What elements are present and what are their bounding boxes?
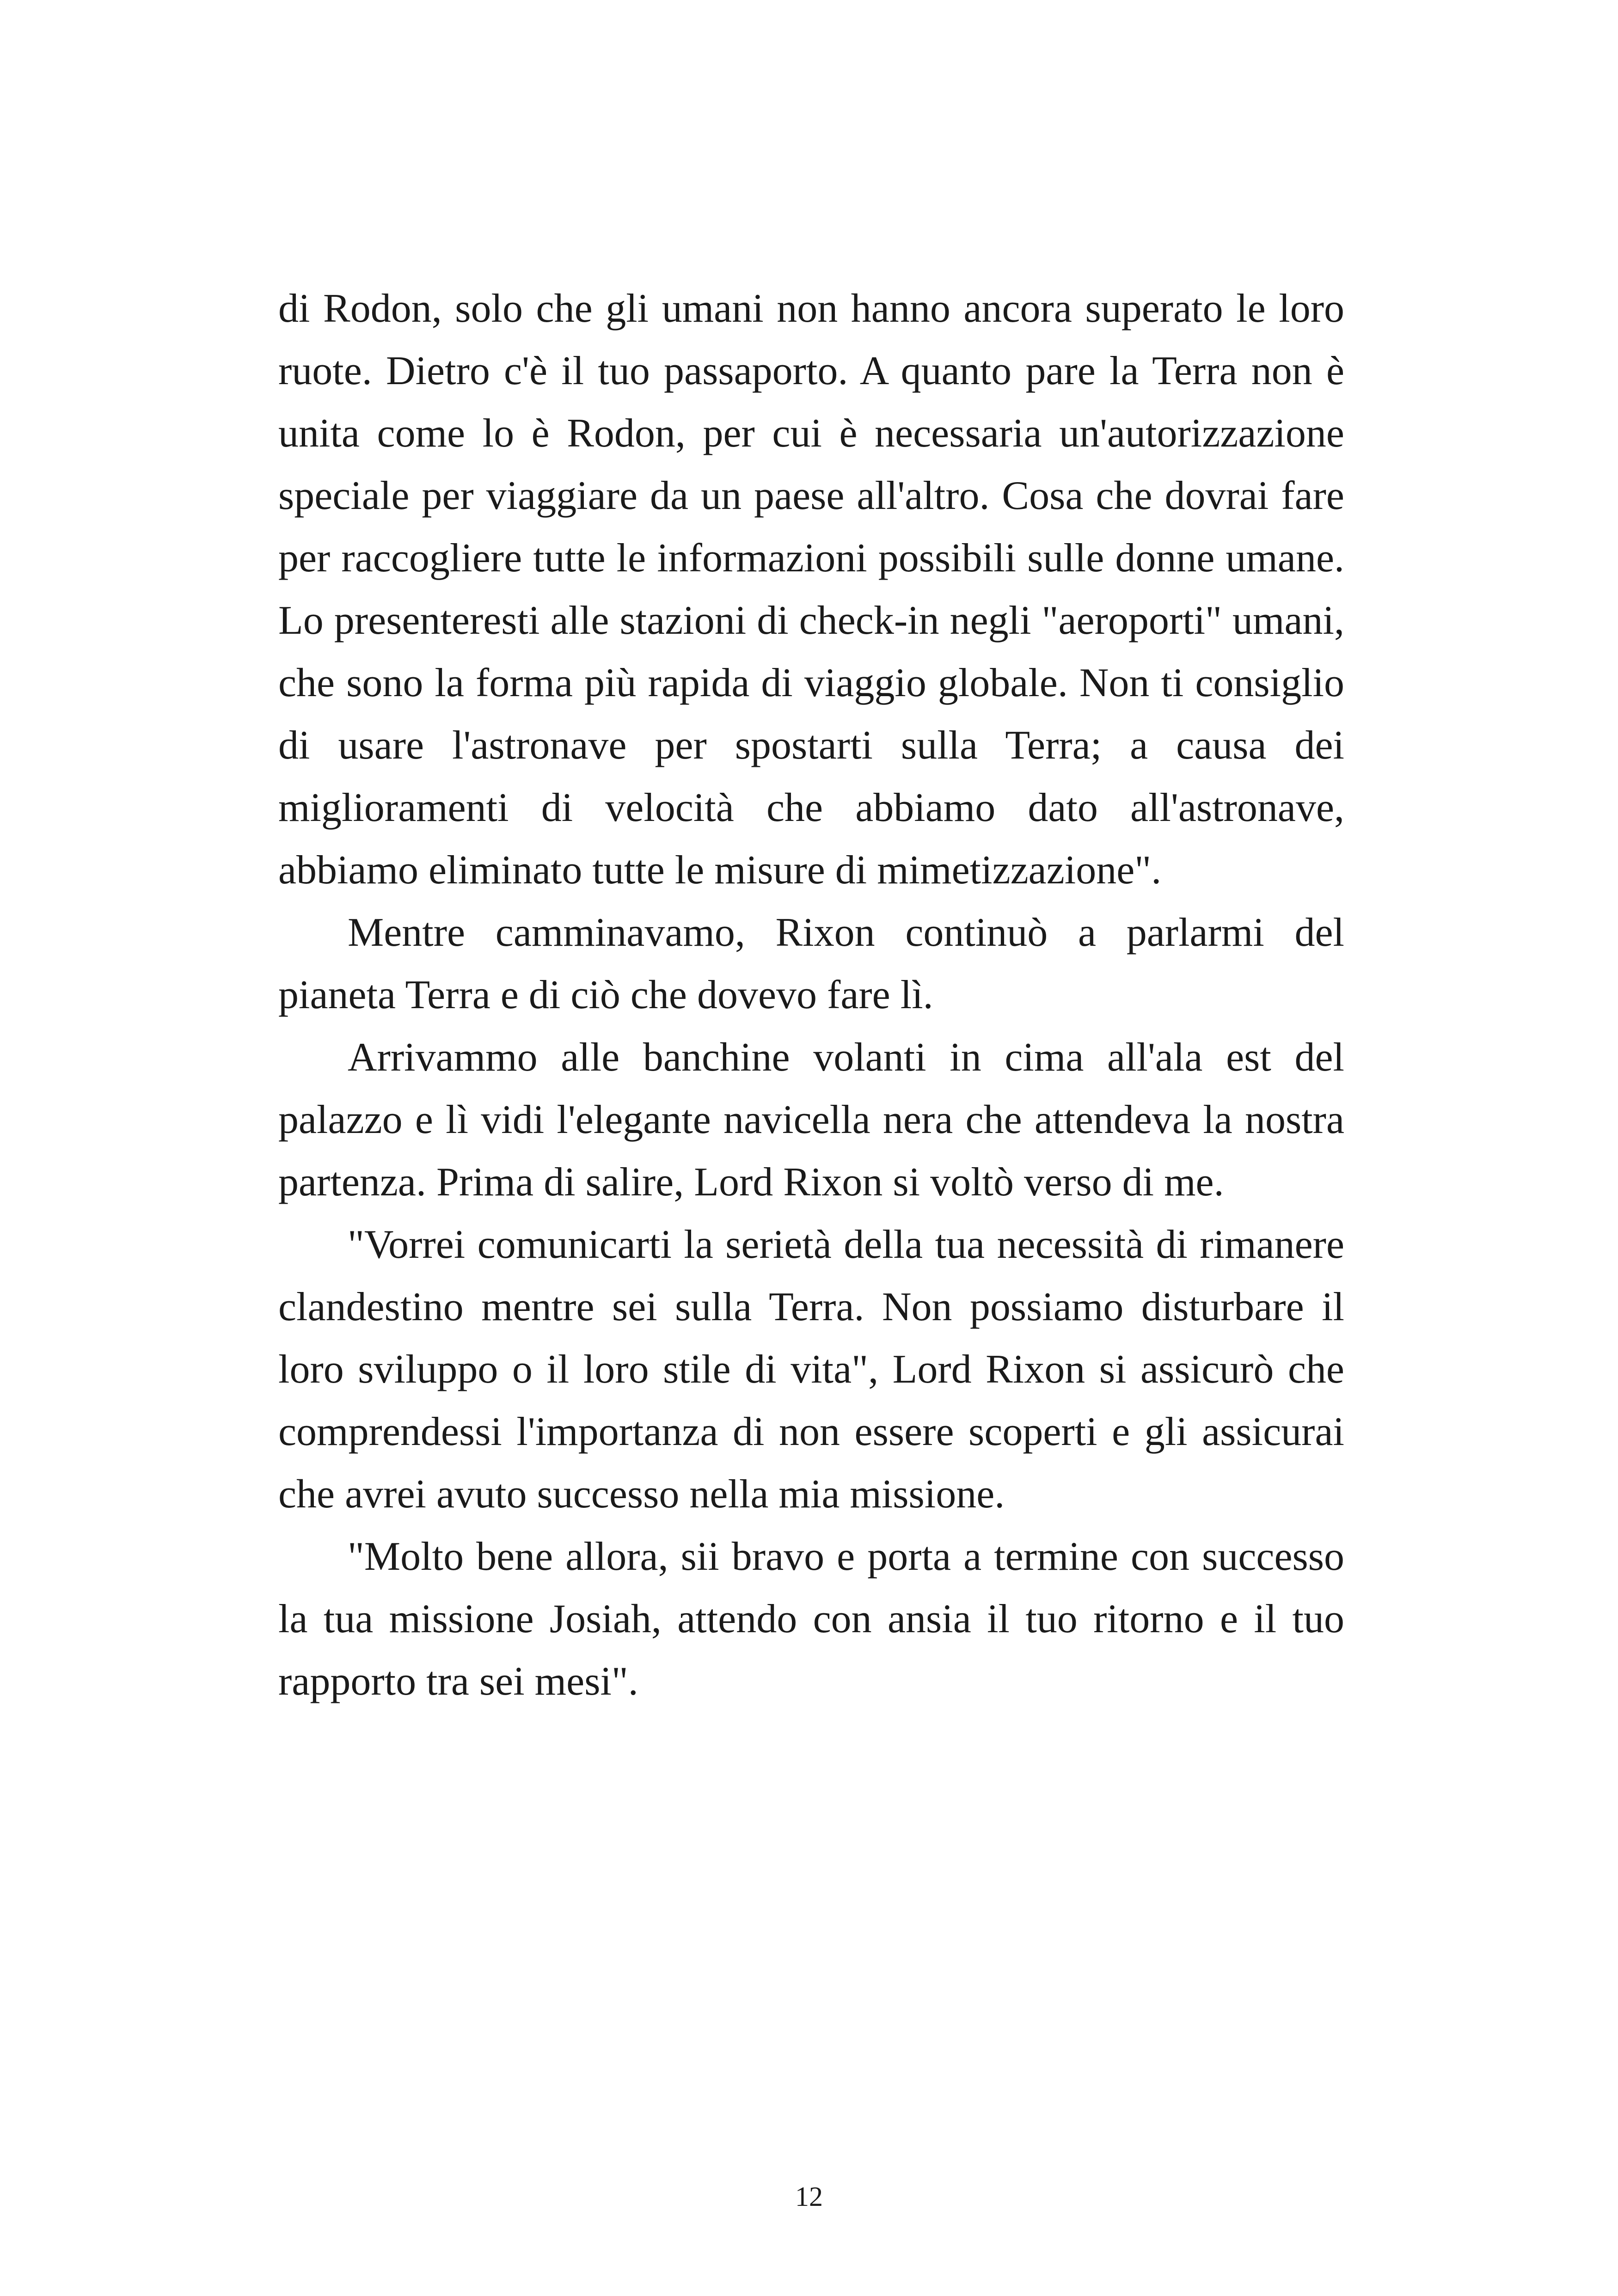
- paragraph-1: di Rodon, solo che gli umani non hanno ancora superato le loro ruote. Dietro c'è il tuo passaporto. A quanto pare la Terra non è unita come lo è Rodon, per cui è necessaria un'autorizzazione speciale per viaggiare da un paese all'altro. Cosa che dovrai fare per raccogliere tutte le informazioni possibili sulle donne umane. Lo presenteresti alle stazioni di check-in negli "aeroporti" umani, che sono la forma più rapida di viaggio globale. Non ti consiglio di usare l'astronave per spostarti sulla Terra; a causa dei miglioramenti di velocità che abbiamo dato all'astronave, abbiamo eliminato tutte le misure di mimetizzazione".: [278, 286, 1344, 893]
- paragraph-3: Arrivammo alle banchine volanti in cima all'ala est del palazzo e lì vidi l'elegante navicella nera che attendeva la nostra partenza. Prima di salire, Lord Rixon si voltò verso di me.: [278, 1035, 1344, 1205]
- paragraph-4: "Vorrei comunicarti la serietà della tua necessità di rimanere clandestino mentre sei sulla Terra. Non possiamo disturbare il loro sviluppo o il loro stile di vita", Lord Rixon si assicurò che comprendessi l'importanza di non essere scoperti e gli assicurai che avrei avuto successo nella mia missione.: [278, 1222, 1344, 1517]
- paragraph-5: "Molto bene allora, sii bravo e porta a termine con successo la tua missione Josiah, attendo con ansia il tuo ritorno e il tuo rapporto tra sei mesi".: [278, 1534, 1344, 1704]
- page-number: 12: [795, 2181, 823, 2212]
- text-body: [278, 277, 1344, 1713]
- paragraph-2: Mentre camminavamo, Rixon continuò a parlarmi del pianeta Terra e di ciò che dovevo fare lì.: [278, 910, 1344, 1017]
